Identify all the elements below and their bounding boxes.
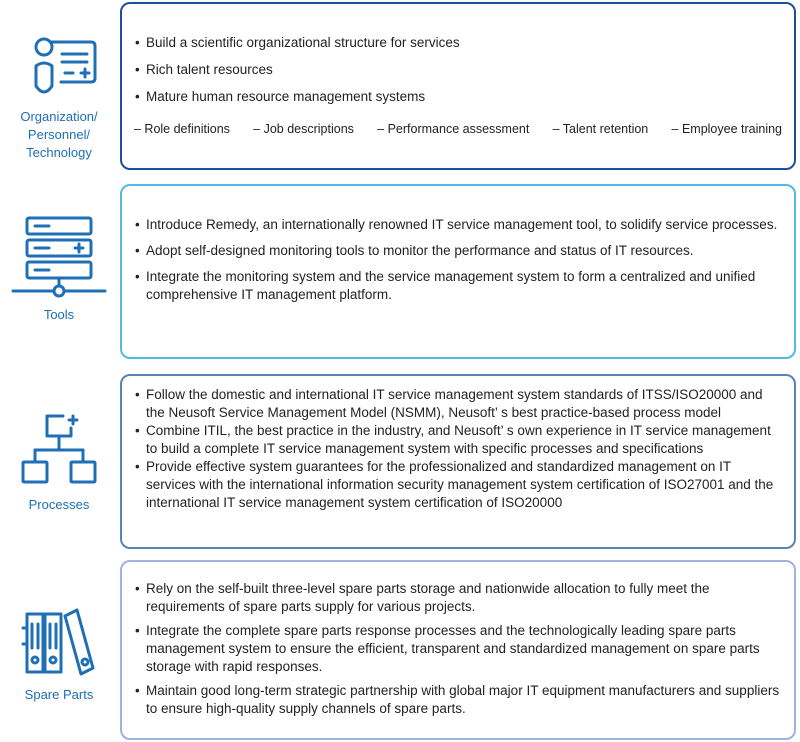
sub-item: – Talent retention bbox=[552, 122, 649, 136]
section-spare-parts bbox=[0, 560, 800, 740]
bullet-item: • Combine ITIL, the best practice in the industry, and Neusoft’ s own experience in IT service management to build a complete IT service management system with specific processes and specifications bbox=[134, 422, 782, 458]
label-line: Personnel/ bbox=[27, 127, 91, 142]
bullet-item: • Follow the domestic and international IT service management system standards of ITSS/ISO20000 and the Neusoft Service Management Model (NSMM), Neusoft’ s best practice-based process model bbox=[134, 386, 782, 422]
person-card-icon bbox=[17, 36, 101, 102]
bullet-list bbox=[134, 580, 782, 718]
bullet-item: • Maintain good long-term strategic partnership with global major IT equipment manufacturers and suppliers to ensure high-quality supply channels of spare parts. bbox=[134, 682, 782, 718]
bullet-item: • Integrate the monitoring system and the service management system to form a centralized and unified comprehensive IT management platform. bbox=[134, 268, 782, 304]
section-label bbox=[0, 108, 118, 162]
bullet-list bbox=[134, 386, 782, 512]
section-content-box bbox=[120, 184, 796, 359]
bullet-item: • Introduce Remedy, an internationally renowned IT service management tool, to solidify service processes. bbox=[134, 216, 782, 234]
bullet-item: • Provide effective system guarantees for the professionalized and standardized management on IT services with the international information security management system certification of ISO27001 and the international IT service management system certification of ISO20000 bbox=[134, 458, 782, 512]
label-line: Technology bbox=[26, 145, 92, 160]
section-organization bbox=[0, 0, 800, 170]
sub-item: – Performance assessment bbox=[377, 122, 530, 136]
bullet-list bbox=[134, 216, 782, 304]
section-label-area bbox=[0, 214, 118, 324]
sub-item: – Employee training bbox=[671, 122, 782, 136]
section-content-box bbox=[120, 2, 796, 170]
section-label-area bbox=[0, 412, 118, 514]
section-label: Tools bbox=[43, 307, 75, 322]
section-processes bbox=[0, 374, 800, 549]
section-tools bbox=[0, 184, 800, 359]
section-label: Processes bbox=[28, 497, 90, 512]
bullet-item: • Rich talent resources bbox=[134, 61, 782, 79]
label-line: Organization/ bbox=[20, 109, 98, 124]
section-label-area bbox=[0, 604, 118, 704]
process-tree-icon bbox=[19, 412, 99, 490]
sub-item: – Role definitions bbox=[134, 122, 230, 136]
bullet-item: • Integrate the complete spare parts response processes and the technologically leading spare parts management system to ensure the efficient, transparent and standardized management on spare parts storage with rapid responses. bbox=[134, 622, 782, 676]
binders-icon bbox=[19, 604, 99, 680]
bullet-item: • Rely on the self-built three-level spare parts storage and nationwide allocation to fully meet the requirements of spare parts supply for various projects. bbox=[134, 580, 782, 616]
bullet-item: • Build a scientific organizational structure for services bbox=[134, 34, 782, 52]
sub-item: – Job descriptions bbox=[253, 122, 354, 136]
bullet-item: • Mature human resource management systems bbox=[134, 88, 782, 106]
section-content-box bbox=[120, 560, 796, 740]
bullet-item: • Adopt self-designed monitoring tools to monitor the performance and status of IT resources. bbox=[134, 242, 782, 260]
section-label: Spare Parts bbox=[24, 687, 94, 702]
section-content-box bbox=[120, 374, 796, 549]
section-label-area bbox=[0, 36, 118, 162]
server-stack-icon bbox=[9, 214, 109, 300]
sub-item-list bbox=[134, 122, 782, 136]
bullet-list bbox=[134, 34, 782, 106]
